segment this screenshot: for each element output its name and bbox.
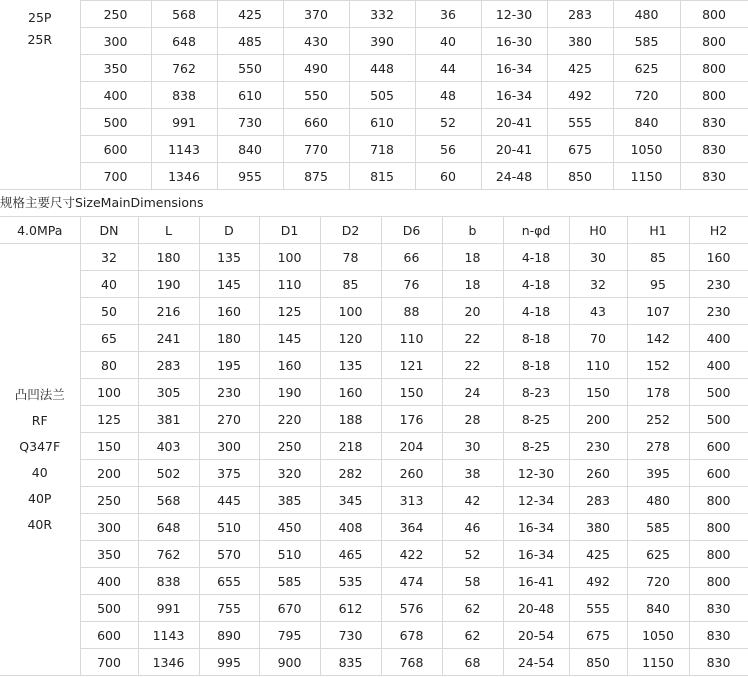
table-cell: 110 [259,271,320,298]
table-cell: 283 [569,487,627,514]
table-cell: 425 [569,541,627,568]
table-cell: 830 [680,136,748,163]
table-cell: 1346 [138,649,199,676]
table-cell: 830 [680,109,748,136]
table-cell: 400 [80,568,138,595]
table-cell: 655 [199,568,259,595]
table-cell: 770 [283,136,349,163]
table-cell: 125 [259,298,320,325]
table-cell: 480 [627,487,689,514]
table-cell: 762 [151,55,217,82]
table-cell: 500 [689,379,748,406]
table-cell: 450 [259,514,320,541]
table-cell: 550 [217,55,283,82]
table-cell: 100 [320,298,381,325]
table-cell: 32 [80,244,138,271]
table-cell: 16-34 [481,55,547,82]
column-header: b [442,217,503,244]
table-cell: 18 [442,244,503,271]
table-cell: 380 [547,28,613,55]
table-cell: 218 [320,433,381,460]
table-cell: 800 [689,487,748,514]
table-cell: 252 [627,406,689,433]
table-row [0,1,748,28]
table-cell: 625 [613,55,680,82]
table-cell: 800 [680,28,748,55]
table-cell: 576 [381,595,442,622]
table-cell: 555 [569,595,627,622]
table-cell: 1143 [151,136,217,163]
table-cell: 800 [680,55,748,82]
table-cell: 570 [199,541,259,568]
table-cell: 550 [283,82,349,109]
table-cell: 58 [442,568,503,595]
series-label-line: 40R [27,516,53,532]
table-row [0,244,748,271]
table-cell: 65 [80,325,138,352]
table-cell: 510 [259,541,320,568]
table-cell: 180 [138,244,199,271]
table-row [0,460,748,487]
table-cell: 121 [381,352,442,379]
table-cell: 610 [217,82,283,109]
table-cell: 180 [199,325,259,352]
table-cell: 1150 [613,163,680,190]
table-cell: 625 [627,541,689,568]
table-cell: 30 [569,244,627,271]
table-cell: 305 [138,379,199,406]
table-cell: 178 [627,379,689,406]
table-cell: 40 [80,271,138,298]
table-cell: 800 [689,541,748,568]
table-cell: 250 [80,487,138,514]
table-cell: 8-23 [503,379,569,406]
table-cell: 585 [627,514,689,541]
table-cell: 320 [259,460,320,487]
table-cell: 300 [80,514,138,541]
table-cell: 612 [320,595,381,622]
table-cell: 200 [80,460,138,487]
table-cell: 875 [283,163,349,190]
table-cell: 425 [547,55,613,82]
table-cell: 1143 [138,622,199,649]
table-cell: 100 [259,244,320,271]
table-cell: 648 [138,514,199,541]
table-cell: 670 [259,595,320,622]
table-cell: 800 [689,568,748,595]
table-cell: 502 [138,460,199,487]
table-cell: 490 [283,55,349,82]
table-cell: 230 [689,271,748,298]
table-cell: 283 [547,1,613,28]
table-row [0,649,748,676]
table-cell: 66 [381,244,442,271]
table-cell: 190 [259,379,320,406]
table-cell: 535 [320,568,381,595]
table-cell: 403 [138,433,199,460]
table-cell: 1150 [627,649,689,676]
table-cell: 830 [689,622,748,649]
table-cell: 12-30 [503,460,569,487]
table-row [0,325,748,352]
table-cell: 241 [138,325,199,352]
table-cell: 800 [689,514,748,541]
table-row [0,352,748,379]
table-cell: 700 [80,649,138,676]
table-cell: 107 [627,298,689,325]
table-cell: 300 [199,433,259,460]
table-cell: 22 [442,352,503,379]
table-cell: 500 [80,595,138,622]
table-row [0,28,748,55]
table-cell: 762 [138,541,199,568]
table-cell: 43 [569,298,627,325]
table-cell: 24-48 [481,163,547,190]
table-cell: 678 [381,622,442,649]
table-cell: 85 [320,271,381,298]
table-cell: 345 [320,487,381,514]
table-cell: 95 [627,271,689,298]
table-cell: 160 [320,379,381,406]
table-cell: 300 [80,28,151,55]
dimensions-table-continued [0,0,748,190]
table-cell: 8-25 [503,433,569,460]
table-row [0,55,748,82]
table-cell: 16-34 [481,82,547,109]
header-row [0,217,748,244]
table-cell: 16-34 [503,514,569,541]
table-cell: 88 [381,298,442,325]
table-row [0,568,748,595]
table-cell: 995 [199,649,259,676]
table-cell: 474 [381,568,442,595]
table-cell: 390 [349,28,415,55]
table-cell: 400 [80,82,151,109]
table-cell: 160 [689,244,748,271]
table-cell: 830 [680,163,748,190]
table-cell: 135 [320,352,381,379]
table-cell: 160 [199,298,259,325]
table-cell: 568 [138,487,199,514]
table-cell: 400 [689,352,748,379]
column-header: H2 [689,217,748,244]
table-cell: 830 [689,595,748,622]
table-cell: 840 [627,595,689,622]
table-cell: 230 [689,298,748,325]
table-cell: 955 [217,163,283,190]
table-cell: 500 [80,109,151,136]
table-cell: 445 [199,487,259,514]
table-cell: 135 [199,244,259,271]
table-cell: 480 [613,1,680,28]
table-cell: 38 [442,460,503,487]
table-row [0,595,748,622]
table-cell: 585 [613,28,680,55]
table-cell: 400 [689,325,748,352]
table-cell: 188 [320,406,381,433]
column-header: L [138,217,199,244]
table-cell: 720 [613,82,680,109]
table-cell: 600 [689,460,748,487]
table-cell: 8-18 [503,325,569,352]
table-cell: 16-34 [503,541,569,568]
table-cell: 675 [547,136,613,163]
table-row [0,271,748,298]
series-label-cell [0,1,80,190]
table-cell: 510 [199,514,259,541]
table-cell: 36 [415,1,481,28]
table-cell: 4-18 [503,244,569,271]
table-cell: 568 [151,1,217,28]
series-label-line: 25R [27,31,53,47]
table-cell: 448 [349,55,415,82]
table-cell: 1346 [151,163,217,190]
table-cell: 600 [689,433,748,460]
table-cell: 718 [349,136,415,163]
series-label-line: 25P [28,9,52,25]
table-cell: 8-18 [503,352,569,379]
table-cell: 100 [80,379,138,406]
table-cell: 835 [320,649,381,676]
table-cell: 720 [627,568,689,595]
table-row [0,82,748,109]
table-cell: 85 [627,244,689,271]
table-cell: 24 [442,379,503,406]
table-cell: 585 [259,568,320,595]
table-cell: 425 [217,1,283,28]
table-row [0,379,748,406]
table-cell: 30 [442,433,503,460]
table-cell: 4-18 [503,298,569,325]
table-cell: 1050 [627,622,689,649]
table-cell: 152 [627,352,689,379]
table-cell: 230 [199,379,259,406]
table-cell: 78 [320,244,381,271]
table-row [0,541,748,568]
series-label-line: 40P [28,490,52,506]
column-header: DN [80,217,138,244]
table-cell: 44 [415,55,481,82]
table-cell: 50 [80,298,138,325]
table-cell: 250 [80,1,151,28]
table-cell: 675 [569,622,627,649]
table-cell: 204 [381,433,442,460]
table-cell: 890 [199,622,259,649]
table-cell: 176 [381,406,442,433]
table-cell: 991 [138,595,199,622]
table-row [0,433,748,460]
table-cell: 850 [547,163,613,190]
table-cell: 700 [80,163,151,190]
table-cell: 492 [569,568,627,595]
table-row [0,136,748,163]
table-row [0,514,748,541]
column-header: n-φd [503,217,569,244]
table-cell: 150 [381,379,442,406]
table-cell: 16-30 [481,28,547,55]
table-cell: 68 [442,649,503,676]
series-label-line: RF [31,412,48,428]
table-cell: 62 [442,622,503,649]
table-row [0,406,748,433]
table-cell: 195 [199,352,259,379]
table-cell: 220 [259,406,320,433]
table-row [0,622,748,649]
table-cell: 70 [569,325,627,352]
table-cell: 278 [627,433,689,460]
table-cell: 492 [547,82,613,109]
table-cell: 900 [259,649,320,676]
table-cell: 313 [381,487,442,514]
table-cell: 216 [138,298,199,325]
table-row [0,109,748,136]
table-cell: 350 [80,55,151,82]
table-cell: 145 [259,325,320,352]
series-label-line: 凸凹法兰 [14,386,65,402]
table-cell: 20-41 [481,136,547,163]
table-cell: 830 [689,649,748,676]
table-cell: 395 [627,460,689,487]
table-cell: 1050 [613,136,680,163]
table-cell: 52 [442,541,503,568]
series-label-cell [0,244,80,676]
table-cell: 500 [689,406,748,433]
table-cell: 838 [138,568,199,595]
table-cell: 730 [217,109,283,136]
table-cell: 76 [381,271,442,298]
table-cell: 250 [259,433,320,460]
table-cell: 40 [415,28,481,55]
table-cell: 795 [259,622,320,649]
table-cell: 150 [80,433,138,460]
table-row [0,298,748,325]
table-cell: 282 [320,460,381,487]
table-cell: 800 [680,82,748,109]
table-cell: 12-34 [503,487,569,514]
column-header: H1 [627,217,689,244]
table-cell: 838 [151,82,217,109]
table-cell: 800 [680,1,748,28]
table-cell: 20 [442,298,503,325]
table-cell: 110 [569,352,627,379]
table-cell: 350 [80,541,138,568]
table-cell: 600 [80,136,151,163]
column-header: D [199,217,259,244]
table-cell: 80 [80,352,138,379]
table-cell: 32 [569,271,627,298]
table-cell: 840 [613,109,680,136]
table-cell: 230 [569,433,627,460]
table-cell: 730 [320,622,381,649]
table-cell: 385 [259,487,320,514]
column-header: H0 [569,217,627,244]
table-cell: 408 [320,514,381,541]
table-cell: 332 [349,1,415,28]
table-caption: 规格主要尺寸SizeMainDimensions [0,195,204,210]
table-cell: 648 [151,28,217,55]
table-cell: 150 [569,379,627,406]
table-cell: 260 [569,460,627,487]
table-row [0,163,748,190]
table-cell: 48 [415,82,481,109]
table-cell: 22 [442,325,503,352]
table-cell: 375 [199,460,259,487]
table-cell: 600 [80,622,138,649]
table-cell: 24-54 [503,649,569,676]
pressure-header-cell: 4.0MPa [0,217,80,244]
column-header: D1 [259,217,320,244]
table-cell: 430 [283,28,349,55]
table-cell: 62 [442,595,503,622]
series-label-line: 40 [31,464,48,480]
table-cell: 364 [381,514,442,541]
table-cell: 28 [442,406,503,433]
table-cell: 260 [381,460,442,487]
table-cell: 46 [442,514,503,541]
table-cell: 190 [138,271,199,298]
table-cell: 142 [627,325,689,352]
dimensions-table-4mpa [0,216,748,676]
table-cell: 200 [569,406,627,433]
table-cell: 283 [138,352,199,379]
table-cell: 56 [415,136,481,163]
series-label-line: Q347F [19,438,61,454]
table-row [0,487,748,514]
table-cell: 370 [283,1,349,28]
table-cell: 840 [217,136,283,163]
table-cell: 465 [320,541,381,568]
table-cell: 20-41 [481,109,547,136]
column-header: D2 [320,217,381,244]
table-cell: 120 [320,325,381,352]
table-cell: 422 [381,541,442,568]
table-cell: 850 [569,649,627,676]
table-cell: 16-41 [503,568,569,595]
table-cell: 4-18 [503,271,569,298]
table-cell: 125 [80,406,138,433]
table-cell: 18 [442,271,503,298]
table-cell: 755 [199,595,259,622]
table-cell: 12-30 [481,1,547,28]
table-cell: 991 [151,109,217,136]
table-cell: 8-25 [503,406,569,433]
table-cell: 60 [415,163,481,190]
table-cell: 555 [547,109,613,136]
table-cell: 145 [199,271,259,298]
table-cell: 160 [259,352,320,379]
table-cell: 380 [569,514,627,541]
table-cell: 610 [349,109,415,136]
table-cell: 20-48 [503,595,569,622]
table-cell: 381 [138,406,199,433]
table-cell: 270 [199,406,259,433]
table-cell: 505 [349,82,415,109]
table-cell: 768 [381,649,442,676]
table-cell: 485 [217,28,283,55]
table-cell: 110 [381,325,442,352]
table-cell: 20-54 [503,622,569,649]
table-cell: 52 [415,109,481,136]
column-header: D6 [381,217,442,244]
table-cell: 42 [442,487,503,514]
table-cell: 660 [283,109,349,136]
table-cell: 815 [349,163,415,190]
